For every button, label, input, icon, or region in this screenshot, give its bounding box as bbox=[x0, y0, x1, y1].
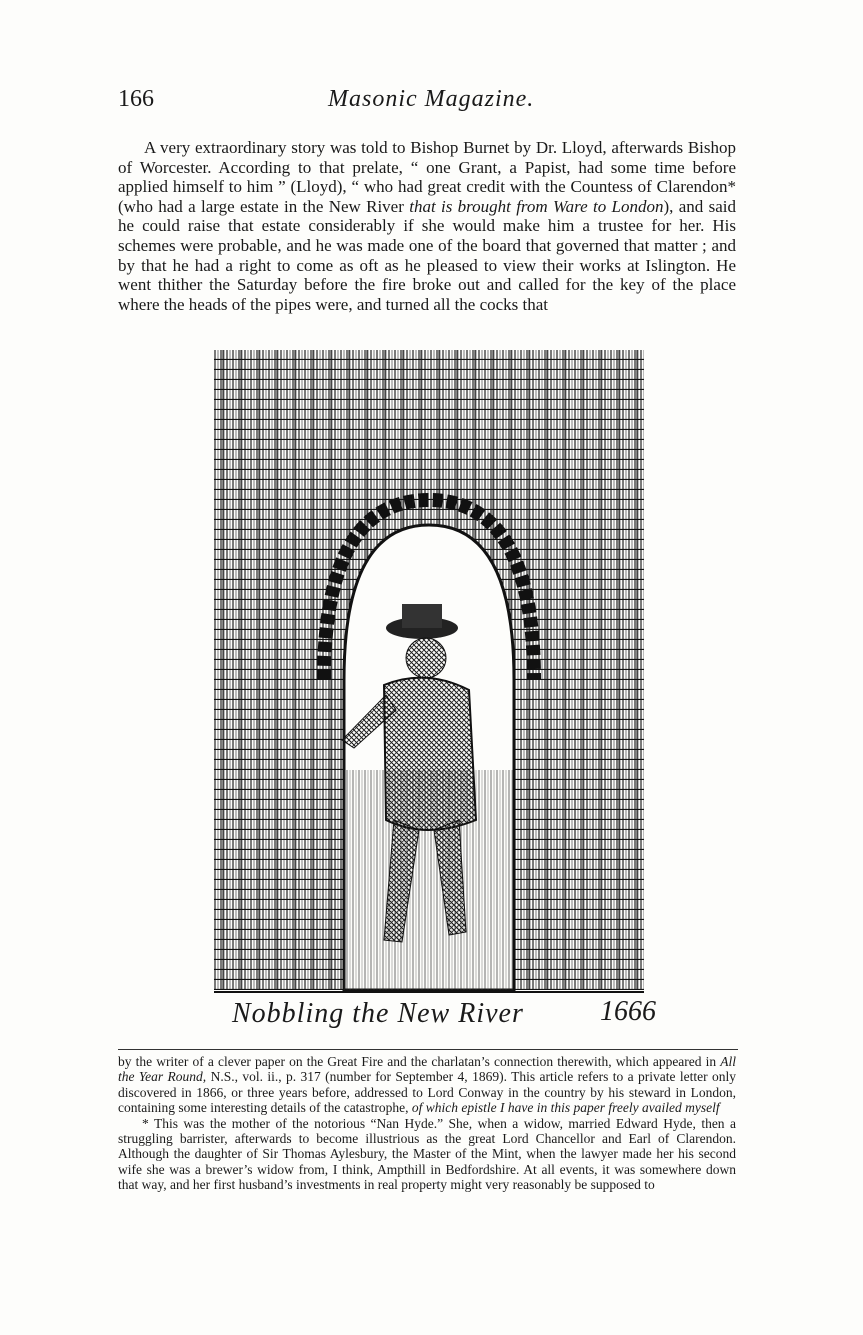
head bbox=[406, 638, 446, 678]
footnotes bbox=[118, 1054, 736, 1193]
footnote-text-2: N.S., vol. ii., p. 317 (number for September 4, 1869). This article refers to a private letter only discovered in 1866, or three years before, addressed to Lord Conway in the country by his steward in London, containing some interesting details of the catastrophe, bbox=[118, 1069, 736, 1116]
coat bbox=[384, 678, 476, 830]
page-number: 166 bbox=[118, 86, 154, 112]
body-text-part-1: A very extraordinary story was told to Bishop Burnet by Dr. Lloyd, afterwards Bishop of Worcester. According to that prelate, “ one Grant, a Papist, had some time before applied himself to him ” (Lloyd), “ who had great credit with the Countess of Clarendon* (who had a large estate in the New River bbox=[118, 138, 736, 216]
page-header bbox=[118, 86, 738, 122]
engraving-illustration bbox=[214, 350, 644, 1030]
footnote-rule bbox=[118, 1049, 738, 1050]
footnote-asterisk: * This was the mother of the notorious “Nan Hyde.” She, when a widow, married Edward Hyde, then a struggling barrister, afterwards to become illustrious as the great Lord Chancellor and Earl of Clarendon. Although the daughter of Sir Thomas Aylesbury, the Master of the Mint, when the lawyer made her his second wife she was a brewer’s widow from, I think, Ampthill in Bedfordshire. At all events, it was somewhere down that way, and her first husband’s investments in real property might very reasonably be supposed to bbox=[118, 1115, 736, 1193]
footnote-continuation bbox=[118, 1054, 736, 1116]
engraving-drawing bbox=[214, 350, 644, 1030]
footnote-italic-2: of which epistle I have in this paper freely availed myself bbox=[411, 1100, 720, 1116]
hat-crown bbox=[402, 604, 442, 628]
body-text-italic: that is brought from Ware to London bbox=[409, 196, 664, 216]
body-paragraph bbox=[118, 138, 736, 314]
running-title: Masonic Magazine. bbox=[328, 86, 535, 112]
footnote-text-1: by the writer of a clever paper on the Great Fire and the charlatan’s connection therewith, which appeared in bbox=[118, 1054, 721, 1069]
illustration-year: 1666 bbox=[600, 996, 656, 1027]
footnote-italic-1: All the Year Round, bbox=[118, 1054, 736, 1085]
illustration-caption: Nobbling the New River bbox=[232, 998, 524, 1029]
body-text-part-2: ), and said he could raise that estate considerably if she would make him a trustee for her. His schemes were probable, and he was made one of the board that governed that matter ; and by that he had a right to come as oft as he pleased to view their works at Islington. He went thither the Saturday before the fire broke out and called for the key of the place where the heads of the pipes were, and turned all the cocks that bbox=[118, 196, 736, 314]
